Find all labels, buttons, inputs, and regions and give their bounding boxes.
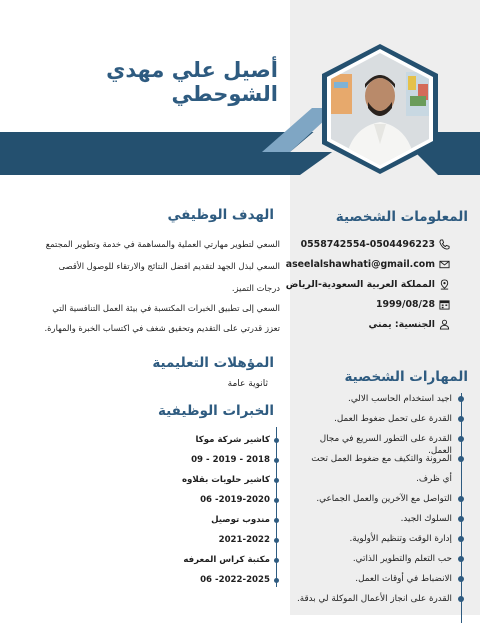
experience-job: كاشير حلويات بقلاوه xyxy=(182,475,270,485)
experience-period: 2018 - 2019 - 09 xyxy=(191,455,270,465)
skills-timeline-line xyxy=(461,393,462,623)
email-text: aseelalshawhati@gmail.com xyxy=(285,259,435,270)
bullet-dot xyxy=(274,478,279,483)
bullet-dot xyxy=(458,416,464,422)
objective-line: السعي لتطوير مهارتي العملية والمساهمة في خدمة وتطوير المجتمع xyxy=(45,239,280,249)
bullet-dot xyxy=(458,596,464,602)
skill-item: القدرة على التطور السريع في مجال العمل. xyxy=(294,433,452,457)
skill-item: إدارة الوقت وتنظيم الأولوية. xyxy=(294,533,452,545)
personal-info-heading: المعلومات الشخصية xyxy=(335,209,468,225)
objective-line: السعي إلى تطبيق الخبرات المكتسبة في بيئة العمل التنافسية التي xyxy=(52,303,280,313)
experience-job: مندوب توصيل xyxy=(211,515,270,525)
bullet-dot xyxy=(274,558,279,563)
skill-item: المرونة والتكيف مع ضغوط العمل تحت xyxy=(294,453,452,465)
bullet-dot xyxy=(274,538,279,543)
mail-icon xyxy=(439,259,450,270)
bullet-dot xyxy=(458,516,464,522)
education-value: ثانوية عامة xyxy=(227,379,268,389)
bullet-dot xyxy=(274,458,279,463)
phone-text: 0558742554-0504496223 xyxy=(300,239,435,250)
bullet-dot xyxy=(274,578,279,583)
objective-line: السعي لبذل الجهد لتقديم افضل النتائج والارتقاء للوصول الأقصى xyxy=(58,261,280,271)
skills-heading: المهارات الشخصية xyxy=(344,369,468,385)
skill-item: حب التعلم والتطوير الذاتي. xyxy=(294,553,452,565)
left-column xyxy=(22,175,280,615)
education-heading: المؤهلات التعليمية xyxy=(152,355,274,371)
profile-photo xyxy=(322,44,438,174)
experience-period: 2022-2025- 06 xyxy=(200,575,270,585)
experience-period: 2021-2022 xyxy=(219,535,270,545)
experience-period: 2019-2020- 06 xyxy=(200,495,270,505)
birthdate-text: 1999/08/28 xyxy=(375,299,435,310)
bullet-dot xyxy=(458,496,464,502)
skill-item: القدرة على انجاز الأعمال الموكلة لي بدقة. xyxy=(294,593,452,605)
experience-job: مكتبة كراس المعرفه xyxy=(183,555,270,565)
phone-icon xyxy=(439,239,450,250)
bullet-dot xyxy=(274,498,279,503)
skill-item-continued: أي ظرف. xyxy=(416,474,452,484)
email-row xyxy=(285,259,450,270)
person-icon xyxy=(439,319,450,330)
bullet-dot xyxy=(274,518,279,523)
bullet-dot xyxy=(458,436,464,442)
bullet-dot xyxy=(458,556,464,562)
candidate-name: أصيل علي مهدي الشوحطي xyxy=(106,58,278,106)
nationality-row xyxy=(290,319,450,330)
bullet-dot xyxy=(458,456,464,462)
skills-list xyxy=(298,393,466,643)
phone-row xyxy=(290,239,450,250)
skill-item: اجيد استخدام الحاسب الالي. xyxy=(294,393,452,405)
experience-job: كاشير شركة موكا xyxy=(196,435,270,445)
skill-item: السلوك الجيد. xyxy=(294,513,452,525)
experience-heading: الخبرات الوظيفية xyxy=(157,403,274,419)
skill-item: القدرة على تحمل ضغوط العمل. xyxy=(294,413,452,425)
skill-item: التواصل مع الآخرين والعمل الجماعي. xyxy=(294,493,452,505)
experience-timeline-line xyxy=(276,427,277,587)
birthdate-row xyxy=(290,299,450,310)
location-text: المملكة العربية السعودية-الرياض xyxy=(285,279,435,290)
bullet-dot xyxy=(458,536,464,542)
objective-line: تعزز قدرتي على التقديم وتحقيق شغف في اكتساب الخبرة والمهارة. xyxy=(44,323,280,333)
experience-list xyxy=(180,425,280,605)
location-row xyxy=(285,279,450,290)
nationality-text: الجنسية: يمني xyxy=(368,319,435,330)
bullet-dot xyxy=(458,396,464,402)
objective-heading: الهدف الوظيفي xyxy=(167,207,274,223)
skill-item: الانضباط في أوقات العمل. xyxy=(294,573,452,585)
right-column xyxy=(285,175,480,615)
calendar-icon xyxy=(439,299,450,310)
location-icon xyxy=(439,279,450,290)
bullet-dot xyxy=(274,438,279,443)
bullet-dot xyxy=(458,576,464,582)
objective-line: درجات التميز. xyxy=(231,283,280,293)
